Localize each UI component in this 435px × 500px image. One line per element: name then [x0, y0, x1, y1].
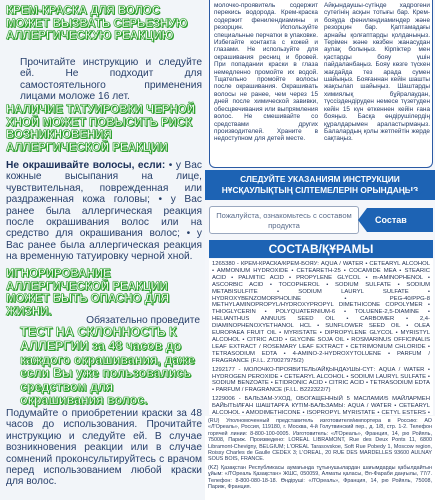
ingredients-conditioner: 1229006 - БАЛЬЗАМ-УХОД, ОБОГАЩЕННЫЙ 5 МАСЛАМИ/5 МАЙЛАРМЕН БАЙЫТЫЛҒАН ШАШТАРҒА КҮТІМ-БАЛЬЗАМЫ: AQUA / WATER • CETEARYL ALCOHOL • AMODIMETHICONE • ISOPROPYL MYRISTATE • CETYL ESTERS •: [212, 396, 430, 415]
left-warning-column: [0, 0, 205, 500]
follow-instructions-banner: [205, 170, 435, 200]
follow-instructions-kz: НҰСҚАУЛЫҚТЫҢ СІЛТЕМЕЛЕРІН ОРЫНДАҢЫЗ: [221, 184, 419, 195]
composition-arrow-label: Состав: [367, 208, 433, 232]
ingredients-list: [209, 259, 433, 415]
ingredients-developer: 1292177 - МОЛОЧКО-ПРОЯВИТЕЛЬ/АЙҚЫНДАУШЫ-СҮТ: AQUA / WATER • HYDROGEN PEROXIDE • CETEARYL ALCOHOL • SODIUM LAURYL SULFATE • SODIUM BENZOATE • ETIDRONIC ACID • CITRIC ACID • TETRASODIUM EDTA • PARFUM / FRAGRANCE (F.I.L. B222322/7): [212, 366, 430, 394]
follow-instructions-ru: СЛЕДУЙТЕ УКАЗАНИЯМ ИНСТРУКЦИИ: [240, 174, 400, 184]
safety-text-kazakh: Айқындаушы-сүтінде хадрогени сутегінің асқын тотығы бар. Крем-бояуда фенилендиаминдер және резорцин бар. Қаптамадағы арнайы қолғаптарды қолданыңыз. Терімен және көзбен жанасудан аулақ болыңыз. Кірпіктер мен қастарды бояу үшін пайдаланбаңыз. Бояу көзге түскен жағдайда тез арада сумен шайыңыз. Бояғаннан кейін шашты жақсылап шайыңыз. Шаштарды химиялық бұйралаудан, түссіздендіруден немесе түзетуден кейін 15 күн өткеннен кейін ғана бояңыз. Басқа өндірушілердің құралдарымен араластырмаңыз. Балалардың қолы жетпейтін жерде сақтаңыз.: [324, 2, 430, 143]
composition-heading: СОСТАВ/ҚҰРАМЫ: [209, 240, 433, 258]
allergy-test-emphasis: ТЕСТ НА СКЛОННОСТЬ К АЛЛЕРГИИ за 48 часов до каждого окрашивания, даже если Вы уже пользовались средством для окрашивания волос.: [20, 325, 195, 408]
manufacturer-info-ru: (RU) Уполномоченный представитель изготовителя/импортера в Россию: АО «Л'Ореаль», Россия, 119180, г. Москва, 4-й Голутвинский пер., д. 1/8, стр. 1-2. Телефон горячей линии: 8-800-100-0005. Изготовитель: «Л'Ореаль», Франция, 14, рю Ройяль, 75008, Париж. Произведено: LOREAL LIBRAMONT, Rue des Deux Ponts 11, 6800 Libramont-Chevigny, BELGIUM; L'OREAL Tarasovskoe, Soft Rue Pobedy 1, Moscow region, Roissy Charles de Gaulle CEDEX 3; L'OREAL, 20 RUE DES MARDELLES 93600 AULNAY SOUS BOIS, FRANCE.: [208, 418, 432, 463]
instructions-paragraph: Прочитайте инструкцию и следуйте ей. Не подходит для самостоятельного применения лицами моложе 16 лет.: [20, 57, 202, 103]
ingredients-cream-color: 1265380 - КРЕМ-КРАСКА/КРЕМ-БОЯУ: AQUA / WATER • CETEARYL ALCOHOL • AMMONIUM HYDROXIDE • CETEARETH-25 • COCAMIDE MEA • STEARIC ACID • PALMITIC ACID • PROPYLENE GLYCOL • m-AMINOPHENOL • ASCORBIC ACID • TOCOPHEROL • SODIUM SULFATE • SODIUM METABISULFITE • SODIUM LAURYL SULFATE • HYDROXYBENZOMORPHOLINE • PEG-40/PPG-8 METHYLAMINOPROPYL/HYDROXYPROPYL DIMETHICONE COPOLYMER • THIOGLYCERIN • POLYQUATERNIUM-6 • TOLUENE-2,5-DIAMINE • HELIANTHUS ANNUUS SEED OIL • CARBOMER • 2,4-DIAMINOPHENOXYETHANOL HCL • SUNFLOWER SEED OIL • OLEA EUROPAEA FRUIT OIL • MYRISTATE • DIPROPYLENE GLYCOL • MYRISTYL ALCOHOL • CITRIC ACID • GLYCINE SOJA OIL • ROSMARINUS OFFICINALIS LEAF EXTRACT / ROSEMARY LEAF EXTRACT • CETRIMONIUM CHLORIDE • TETRASODIUM EDTA • 4-AMINO-2-HYDROXYTOLUENE • PARFUM / FRAGRANCE (F.I.L. Z70027975/2): [212, 261, 430, 364]
allergy-test-lead: Обязательно проведите: [86, 315, 200, 326]
manufacturer-info-kz: (KZ) Қазақстан Республикасы аумағында тұтынушылардан шағымдарды қабылдайтын ұйым: «Л'Ореаль Қазақстан» ЖШС, 050059, Алматы қаласы, Әл-Фараби даңғылы, 77/7. Телефон: 8-800-080-18-18. Өндіруші: «Л'Ореаль», Франция, 14, рю Ройяль, 75008, Париж, Франция.: [208, 464, 432, 491]
safety-instructions-box: [209, 0, 433, 168]
safety-text-russian: молочко-проявитель содержит перекись водорода. Крем-краска содержит фенилендиамины и резорцин. Используйте специальные перчатки в упаковке. Избегайте контакта с кожей и глазами. Не используйте для окрашивания ресниц и бровей. При попадании краски в глаза немедленно промойте их водой. Тщательно промойте волосы после окрашивания. Окрашивать волосы не ранее, чем через 15 дней после химической завивки, обесцвечивания или выпрямления волос. Не смешивайте со средствами других производителей. Храните в недоступном для детей месте.: [214, 2, 318, 143]
do-not-dye-conditions: • у Вас кожные высыпания на лице, чувствительная, поврежденная или раздраженная кожа головы; • у Вас ранее была аллергическая реакция после окрашивания волос или на средство для окрашивания волос; • у Вас ранее была аллергическая реакция на временную татуировку черной хной.: [6, 160, 202, 263]
henna-tattoo-warning-heading: НАЛИЧИЕ ТАТУИРОВКИ ЧЕРНОЙ ХНОЙ МОЖЕТ ПОВЫСИТЬ РИСК ВОЗНИКНОВЕНИЯ АЛЛЕРГИЧЕСКОЙ РЕАКЦИИ: [6, 104, 195, 154]
do-not-dye-paragraph: [6, 160, 202, 263]
allergy-warning-heading: КРЕМ-КРАСКА ДЛЯ ВОЛОС МОЖЕТ ВЫЗВАТЬ СЕРЬЕЗНУЮ АЛЛЕРГИЧЕСКУЮ РЕАКЦИЮ: [6, 5, 188, 42]
purchase-advice-paragraph: Подумайте о приобретении краски за 48 часов до использования. Прочитайте инструкцию и следуйте ей. В случае возникновения реакции или в случае сомнений проконсультируйтесь с врачом перед использованием любой краски для волос.: [6, 408, 202, 488]
banner-arrow-icon: [409, 191, 423, 198]
read-composition-notice: Пожалуйста, ознакомьтесь с составом продукта: [209, 206, 359, 234]
allergy-test-paragraph: [20, 315, 200, 408]
manufacturer-footer: [205, 416, 435, 500]
do-not-dye-lead: Не окрашивайте волосы, если:: [6, 160, 166, 171]
ignore-reaction-heading: ИГНОРИРОВАНИЕ АЛЛЕРГИЧЕСКОЙ РЕАКЦИИ МОЖЕТ БЫТЬ ОПАСНО ДЛЯ ЖИЗНИ.: [6, 268, 170, 318]
